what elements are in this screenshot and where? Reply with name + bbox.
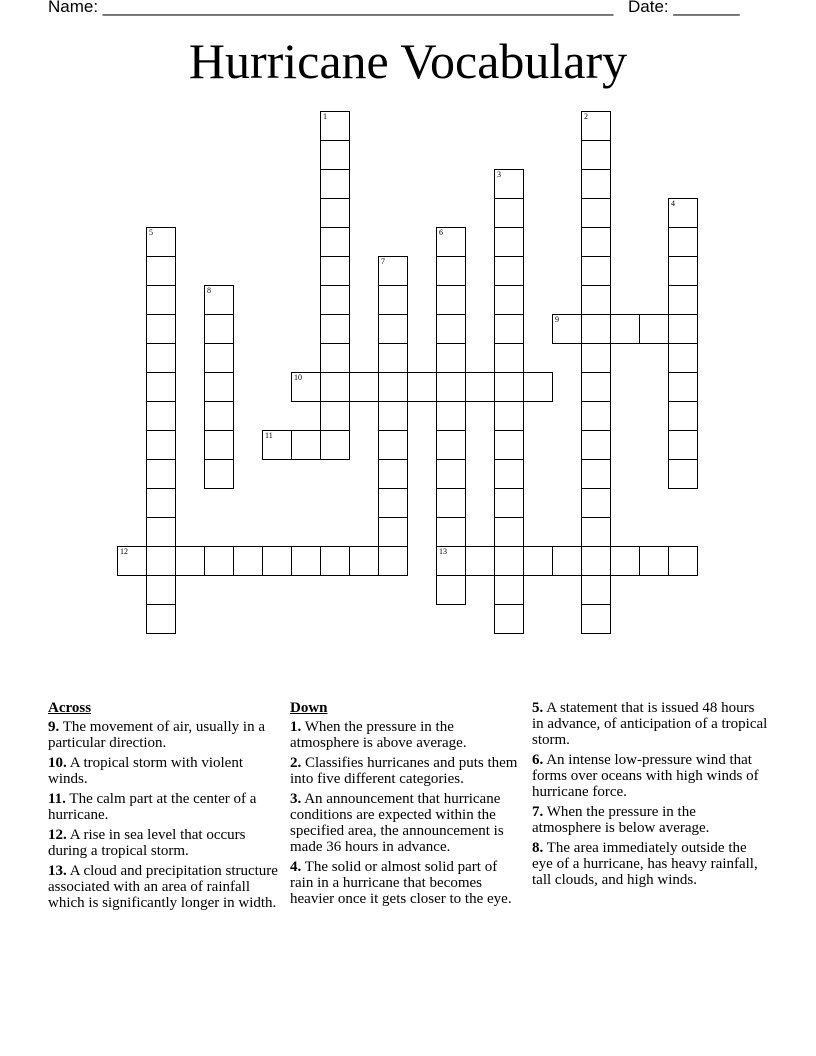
crossword-cell[interactable] bbox=[320, 256, 350, 286]
crossword-cell[interactable] bbox=[465, 546, 495, 576]
crossword-cell[interactable] bbox=[117, 546, 147, 576]
clue-text: Classifies hurricanes and puts them into five different categories. bbox=[290, 755, 518, 787]
crossword-cell[interactable] bbox=[639, 314, 669, 344]
crossword-cell[interactable] bbox=[233, 546, 263, 576]
clue-text: An announcement that hurricane conditions are expected within the specified area, the announcement is made 36 hours in advance. bbox=[290, 791, 504, 855]
crossword-cell[interactable] bbox=[436, 227, 466, 257]
crossword-cell[interactable] bbox=[436, 285, 466, 315]
clue-text: The solid or almost solid part of rain in a hurricane that becomes heavier once it gets closer to the eye. bbox=[290, 859, 512, 907]
crossword-cell[interactable] bbox=[668, 372, 698, 402]
crossword-cell[interactable] bbox=[320, 430, 350, 460]
crossword-cell[interactable] bbox=[494, 227, 524, 257]
crossword-cell[interactable] bbox=[494, 546, 524, 576]
crossword-cell[interactable] bbox=[320, 111, 350, 141]
crossword-cell[interactable] bbox=[146, 575, 176, 605]
clue-number: 11. bbox=[48, 791, 66, 807]
clue-across-11 bbox=[48, 791, 284, 823]
clue-number: 2. bbox=[290, 755, 302, 771]
cell-number: 10 bbox=[294, 373, 302, 382]
down-clues-continued bbox=[532, 700, 768, 892]
crossword-cell[interactable] bbox=[581, 256, 611, 286]
crossword-cell[interactable] bbox=[291, 430, 321, 460]
crossword-cell[interactable] bbox=[378, 430, 408, 460]
clue-number: 4. bbox=[290, 859, 302, 875]
crossword-cell[interactable] bbox=[320, 401, 350, 431]
clue-text: A rise in sea level that occurs during a tropical storm. bbox=[48, 827, 246, 859]
crossword-cell[interactable] bbox=[494, 604, 524, 634]
crossword-cell[interactable] bbox=[436, 401, 466, 431]
crossword-cell[interactable] bbox=[378, 488, 408, 518]
clue-text: The area immediately outside the eye of a hurricane, has heavy rainfall, tall clouds, and high winds. bbox=[532, 840, 758, 888]
crossword-cell[interactable] bbox=[494, 169, 524, 199]
crossword-cell[interactable] bbox=[204, 401, 234, 431]
clue-number: 3. bbox=[290, 791, 302, 807]
clue-text: The movement of air, usually in a particular direction. bbox=[48, 719, 265, 751]
crossword-cell[interactable] bbox=[610, 314, 640, 344]
crossword-cell[interactable] bbox=[378, 546, 408, 576]
clue-number: 12. bbox=[48, 827, 67, 843]
clue-number: 5. bbox=[532, 700, 544, 716]
cell-number: 8 bbox=[207, 286, 211, 295]
crossword-cell[interactable] bbox=[378, 285, 408, 315]
crossword-cell[interactable] bbox=[639, 546, 669, 576]
crossword-cell[interactable] bbox=[378, 517, 408, 547]
clue-text: A tropical storm with violent winds. bbox=[48, 755, 244, 787]
crossword-cell[interactable] bbox=[436, 343, 466, 373]
clue-text: A statement that is issued 48 hours in advance, of anticipation of a tropical storm. bbox=[532, 700, 768, 748]
crossword-cell[interactable] bbox=[581, 285, 611, 315]
crossword-cell[interactable] bbox=[494, 488, 524, 518]
crossword-cell[interactable] bbox=[494, 401, 524, 431]
crossword-cell[interactable] bbox=[320, 343, 350, 373]
crossword-cell[interactable] bbox=[494, 372, 524, 402]
crossword-cell[interactable] bbox=[349, 546, 379, 576]
crossword-cell[interactable] bbox=[465, 372, 495, 402]
clue-text: A cloud and precipitation structure associated with an area of rainfall which is significantly longer in width. bbox=[48, 863, 278, 911]
clue-down-5 bbox=[532, 700, 768, 748]
crossword-cell[interactable] bbox=[581, 488, 611, 518]
crossword-cell[interactable] bbox=[581, 169, 611, 199]
crossword-cell[interactable] bbox=[436, 459, 466, 489]
clue-down-6 bbox=[532, 752, 768, 800]
crossword-cell[interactable] bbox=[407, 372, 437, 402]
crossword-cell[interactable] bbox=[320, 546, 350, 576]
crossword-cell[interactable] bbox=[204, 372, 234, 402]
crossword-cell[interactable] bbox=[204, 343, 234, 373]
crossword-cell[interactable] bbox=[668, 459, 698, 489]
crossword-cell[interactable] bbox=[146, 401, 176, 431]
clue-down-4 bbox=[290, 859, 520, 907]
crossword-cell[interactable] bbox=[146, 343, 176, 373]
clue-across-10 bbox=[48, 755, 284, 787]
crossword-cell[interactable] bbox=[262, 546, 292, 576]
crossword-cell[interactable] bbox=[552, 546, 582, 576]
crossword-cell[interactable] bbox=[494, 517, 524, 547]
crossword-cell[interactable] bbox=[146, 430, 176, 460]
crossword-cell[interactable] bbox=[146, 256, 176, 286]
crossword-cell[interactable] bbox=[204, 314, 234, 344]
cell-number: 6 bbox=[439, 228, 443, 237]
crossword-cell[interactable] bbox=[320, 227, 350, 257]
crossword-cell[interactable] bbox=[581, 227, 611, 257]
crossword-cell[interactable] bbox=[175, 546, 205, 576]
crossword-cell[interactable] bbox=[668, 314, 698, 344]
clue-down-1 bbox=[290, 719, 520, 751]
clue-text: When the pressure in the atmosphere is below average. bbox=[532, 804, 710, 836]
crossword-cell[interactable] bbox=[204, 430, 234, 460]
clue-down-3 bbox=[290, 791, 520, 855]
crossword-cell[interactable] bbox=[320, 140, 350, 170]
crossword-cell[interactable] bbox=[320, 372, 350, 402]
crossword-cell[interactable] bbox=[668, 198, 698, 228]
clue-text: An intense low-pressure wind that forms over oceans with high winds of hurricane force. bbox=[532, 752, 759, 800]
crossword-cell[interactable] bbox=[523, 372, 553, 402]
crossword-cell[interactable] bbox=[320, 314, 350, 344]
clue-across-12 bbox=[48, 827, 284, 859]
crossword-cell[interactable] bbox=[436, 430, 466, 460]
cell-number: 12 bbox=[120, 547, 128, 556]
crossword-cell[interactable] bbox=[581, 430, 611, 460]
crossword-cell[interactable] bbox=[581, 575, 611, 605]
crossword-cell[interactable] bbox=[320, 285, 350, 315]
clue-text: When the pressure in the atmosphere is above average. bbox=[290, 719, 467, 751]
down-clues bbox=[290, 700, 520, 911]
clue-across-9 bbox=[48, 719, 284, 751]
crossword-cell[interactable] bbox=[378, 401, 408, 431]
crossword-cell[interactable] bbox=[494, 256, 524, 286]
crossword-cell[interactable] bbox=[146, 227, 176, 257]
crossword-cell[interactable] bbox=[378, 314, 408, 344]
crossword-cell[interactable] bbox=[146, 517, 176, 547]
across-heading: Across bbox=[48, 700, 92, 716]
crossword-cell[interactable] bbox=[494, 343, 524, 373]
crossword-cell[interactable] bbox=[436, 546, 466, 576]
down-heading: Down bbox=[290, 700, 328, 716]
crossword-cell[interactable] bbox=[581, 517, 611, 547]
crossword-cell[interactable] bbox=[378, 459, 408, 489]
crossword-cell[interactable] bbox=[494, 285, 524, 315]
crossword-cell[interactable] bbox=[378, 372, 408, 402]
cell-number: 4 bbox=[671, 199, 675, 208]
crossword-cell[interactable] bbox=[668, 285, 698, 315]
crossword-cell[interactable] bbox=[581, 401, 611, 431]
clue-down-7 bbox=[532, 804, 768, 836]
crossword-cell[interactable] bbox=[204, 546, 234, 576]
crossword-cell[interactable] bbox=[494, 314, 524, 344]
page-title: Hurricane Vocabulary bbox=[188, 33, 628, 89]
crossword-cell[interactable] bbox=[581, 604, 611, 634]
crossword-cell[interactable] bbox=[378, 343, 408, 373]
crossword-cell[interactable] bbox=[494, 198, 524, 228]
crossword-cell[interactable] bbox=[581, 343, 611, 373]
crossword-cell[interactable] bbox=[494, 575, 524, 605]
crossword-cell[interactable] bbox=[146, 314, 176, 344]
crossword-cell[interactable] bbox=[146, 604, 176, 634]
crossword-cell[interactable] bbox=[204, 459, 234, 489]
crossword-cell[interactable] bbox=[378, 256, 408, 286]
crossword-cell[interactable] bbox=[436, 314, 466, 344]
crossword-cell[interactable] bbox=[494, 430, 524, 460]
cell-number: 13 bbox=[439, 547, 447, 556]
clue-number: 13. bbox=[48, 863, 67, 879]
crossword-cell[interactable] bbox=[668, 401, 698, 431]
crossword-cell[interactable] bbox=[668, 343, 698, 373]
cell-number: 11 bbox=[265, 431, 273, 440]
crossword-cell[interactable] bbox=[581, 314, 611, 344]
crossword-cell[interactable] bbox=[668, 546, 698, 576]
crossword-cell[interactable] bbox=[581, 372, 611, 402]
clue-down-8 bbox=[532, 840, 768, 888]
across-clues bbox=[48, 700, 284, 915]
crossword-cell[interactable] bbox=[581, 198, 611, 228]
crossword-cell[interactable] bbox=[668, 227, 698, 257]
clue-down-2 bbox=[290, 755, 520, 787]
crossword-cell[interactable] bbox=[581, 546, 611, 576]
clue-number: 6. bbox=[532, 752, 544, 768]
crossword-cell[interactable] bbox=[146, 488, 176, 518]
crossword-cell[interactable] bbox=[436, 372, 466, 402]
crossword-cell[interactable] bbox=[436, 488, 466, 518]
crossword-cell[interactable] bbox=[581, 111, 611, 141]
crossword-cell[interactable] bbox=[146, 459, 176, 489]
crossword-cell[interactable] bbox=[436, 517, 466, 547]
crossword-cell[interactable] bbox=[146, 372, 176, 402]
cell-number: 3 bbox=[497, 170, 501, 179]
cell-number: 5 bbox=[149, 228, 153, 237]
crossword-cell[interactable] bbox=[581, 140, 611, 170]
crossword-cell[interactable] bbox=[320, 169, 350, 199]
crossword-cell[interactable] bbox=[204, 285, 234, 315]
crossword-cell[interactable] bbox=[262, 430, 292, 460]
crossword-cell[interactable] bbox=[494, 459, 524, 489]
crossword-cell[interactable] bbox=[349, 372, 379, 402]
clue-number: 10. bbox=[48, 755, 67, 771]
cell-number: 7 bbox=[381, 257, 385, 266]
crossword-cell[interactable] bbox=[610, 546, 640, 576]
clue-number: 9. bbox=[48, 719, 60, 735]
clue-number: 7. bbox=[532, 804, 544, 820]
crossword-cell[interactable] bbox=[291, 546, 321, 576]
crossword-cell[interactable] bbox=[581, 459, 611, 489]
cell-number: 1 bbox=[323, 112, 327, 121]
crossword-cell[interactable] bbox=[146, 546, 176, 576]
crossword-cell[interactable] bbox=[523, 546, 553, 576]
crossword-cell[interactable] bbox=[668, 256, 698, 286]
name-field-label: Name: ______________________________________________________ bbox=[48, 0, 614, 16]
clue-across-13 bbox=[48, 863, 284, 911]
crossword-cell[interactable] bbox=[436, 256, 466, 286]
crossword-cell[interactable] bbox=[291, 372, 321, 402]
crossword-cell[interactable] bbox=[668, 430, 698, 460]
crossword-cell[interactable] bbox=[552, 314, 582, 344]
clue-text: The calm part at the center of a hurricane. bbox=[48, 791, 257, 823]
crossword-cell[interactable] bbox=[146, 285, 176, 315]
date-field-label: Date: _______ bbox=[628, 0, 740, 16]
clue-number: 8. bbox=[532, 840, 544, 856]
crossword-cell[interactable] bbox=[436, 575, 466, 605]
crossword-cell[interactable] bbox=[320, 198, 350, 228]
cell-number: 9 bbox=[555, 315, 559, 324]
cell-number: 2 bbox=[584, 112, 588, 121]
clue-number: 1. bbox=[290, 719, 302, 735]
